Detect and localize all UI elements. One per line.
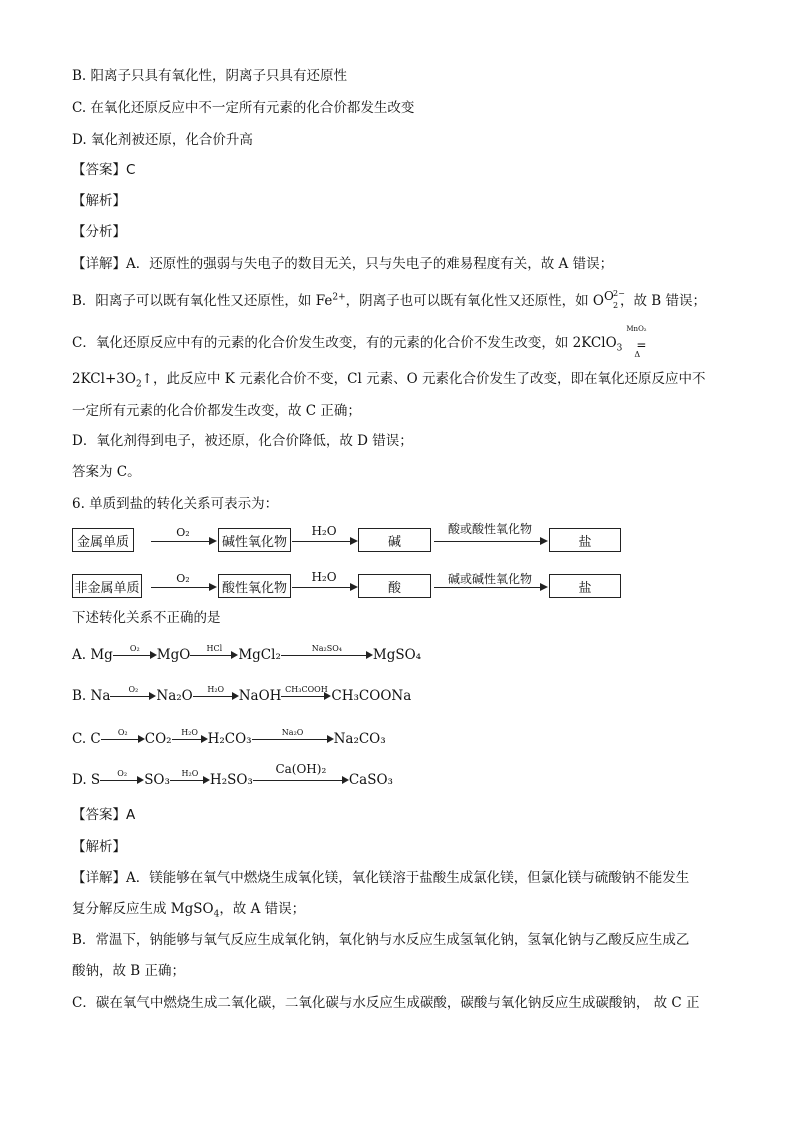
arrow	[434, 541, 546, 542]
arrow	[151, 587, 215, 588]
detail-b: B．阳离子可以既有氧化性又还原性，如 $Fe^{2+}$，阴离子也可以既有氧化性又还原性，如 O O 2− 2 ，故 B 错误；	[72, 289, 706, 310]
analysis-label-2: 【解析】	[72, 839, 126, 855]
explain-a2: 复分解反应生成 MgSO$_4$，故 A 错误；	[72, 901, 306, 920]
arrow	[151, 541, 215, 542]
arrow	[434, 587, 546, 588]
option-c-text: C. 在氧化还原反应中不一定所有元素的化合价都发生改变	[72, 100, 415, 116]
box-base: 碱	[358, 528, 431, 552]
box-acidic-oxide: 酸性氧化物	[218, 574, 291, 598]
option-d-reaction: D. S O₂ SO₃ H₂O H₂SO₃ Ca(OH)₂ CaSO₃	[72, 762, 393, 788]
analysis-label: 【解析】	[72, 193, 126, 209]
explain-c1: C．碳在氧气中燃烧生成二氧化碳，二氧化碳与水反应生成碳酸，碳酸与氧化钠反应生成碳酸钠， 故 C 正	[72, 995, 700, 1011]
arrow	[292, 541, 356, 542]
explain-a1: 【详解】A．镁能够在氧气中燃烧生成氧化镁，氧化镁溶于盐酸生成氯化镁，但氯化镁与硫酸钠不能发生	[72, 870, 690, 886]
detail-d: D．氧化剂得到电子，被还原，化合价降低，故 D 错误；	[72, 433, 413, 449]
option-a-reaction: A. Mg O₂ MgO HCl MgCl₂ Na₂SO₄ MgSO₄	[72, 644, 422, 663]
option-b-text: B. 阳离子只具有氧化性，阴离子只具有还原性	[72, 68, 348, 84]
box-nonmetal: 非金属单质	[72, 574, 142, 598]
box-salt: 盐	[549, 528, 621, 552]
explain-b1: B．常温下，钠能够与氧气反应生成氧化钠，氧化钠与水反应生成氢氧化钠，氢氧化钠与乙酸反应生成乙	[72, 932, 690, 948]
option-d-text: D. 氧化剂被还原，化合价升高	[72, 132, 253, 148]
box-salt-2: 盐	[549, 574, 621, 598]
answer-label-2: 【答案】A	[72, 807, 136, 823]
detail-c1: C．氧化还原反应中有的元素的化合价发生改变，有的元素的化合价不发生改变，如 2KClO$_3$ MnO₂ = Δ	[72, 334, 662, 352]
answer-c: 答案为 C。	[72, 464, 141, 480]
peroxide-ion: O 2− 2	[603, 289, 625, 310]
option-b-reaction: B. Na O₂ Na₂O H₂O NaOH CH₃COOH CH₃COONa	[72, 685, 412, 704]
reaction-condition: MnO₂ = Δ	[626, 325, 647, 359]
option-c-reaction: C. C O₂ CO₂ H₂O H₂CO₃ Na₂O Na₂CO₃	[72, 728, 386, 747]
answer-label: 【答案】C	[72, 162, 136, 178]
question-prompt: 下述转化关系不正确的是	[72, 610, 221, 626]
detail-c2: $2KCl+3O_2↑$，此反应中 K 元素化合价不变，Cl 元素、O 元素化合价发生了改变，即在氧化还原反应中不	[72, 371, 706, 390]
box-metal: 金属单质	[72, 528, 134, 552]
question-6: 6. 单质到盐的转化关系可表示为：	[72, 496, 279, 512]
detail-a: 【详解】A．还原性的强弱与失电子的数目无关，只与失电子的难易程度有关，故 A 错误；	[72, 256, 614, 272]
fenxi-label: 【分析】	[72, 224, 126, 240]
box-acid: 酸	[358, 574, 431, 598]
arrow	[292, 587, 356, 588]
explain-b2: 酸钠，故 B 正确；	[72, 963, 186, 979]
box-basic-oxide: 碱性氧化物	[218, 528, 291, 552]
detail-c3: 一定所有元素的化合价都发生改变，故 C 正确；	[72, 403, 361, 419]
